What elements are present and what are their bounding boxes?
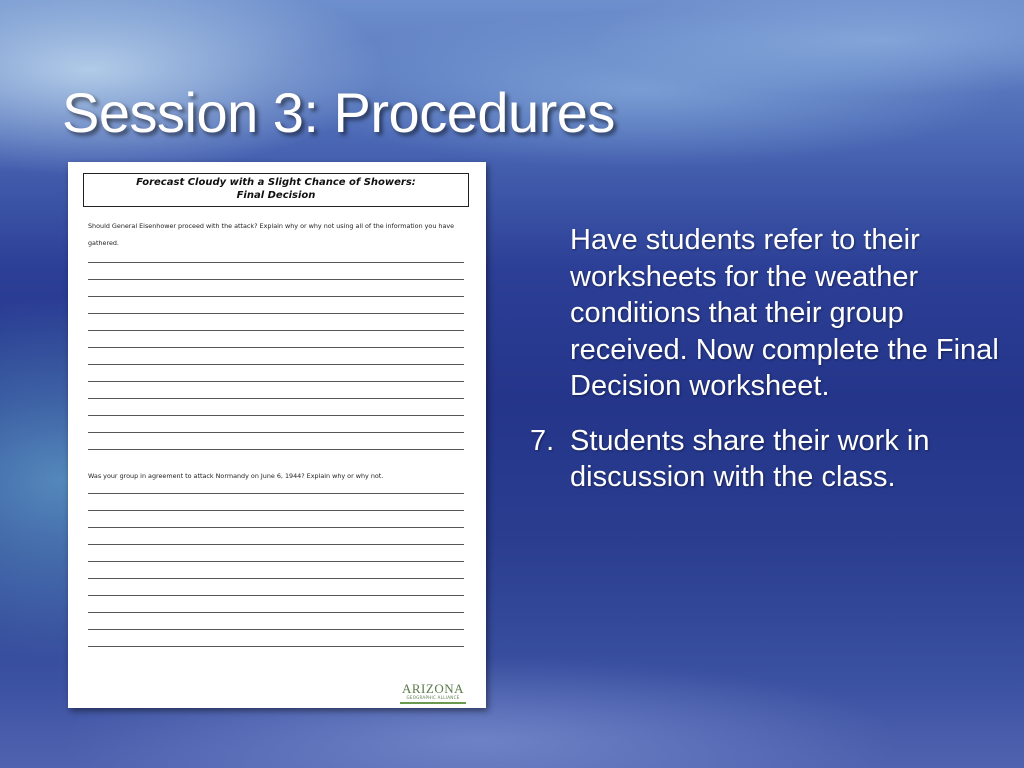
answer-line <box>88 595 464 596</box>
instruction-paragraph <box>530 222 1000 405</box>
answer-line <box>88 493 464 494</box>
answer-line <box>88 449 464 450</box>
worksheet-image <box>68 162 486 708</box>
answer-line <box>88 578 464 579</box>
answer-line <box>88 381 464 382</box>
answer-line <box>88 629 464 630</box>
answer-line <box>88 347 464 348</box>
arizona-geographic-alliance-logo <box>400 682 466 704</box>
list-number: 7. <box>530 424 555 457</box>
worksheet-answer-lines-1 <box>88 262 464 466</box>
worksheet-heading-line-1: Forecast Cloudy with a Slight Chance of Showers: <box>136 177 416 188</box>
worksheet-heading <box>83 173 469 207</box>
answer-line <box>88 415 464 416</box>
logo-wordmark: ARIZONA <box>402 681 464 696</box>
worksheet-heading-line-2: Final Decision <box>236 190 316 201</box>
slide-body <box>530 222 1000 514</box>
answer-line <box>88 646 464 647</box>
list-item-text: Students share their work in discussion with the class. <box>570 424 930 493</box>
answer-line <box>88 330 464 331</box>
instruction-text: Have students refer to their worksheets for the weather conditions that their group received. Now complete the Final Decision worksheet. <box>570 224 999 402</box>
slide-title: Session 3: Procedures <box>62 81 615 144</box>
answer-line <box>88 612 464 613</box>
logo-underline <box>400 702 466 704</box>
answer-line <box>88 561 464 562</box>
answer-line <box>88 364 464 365</box>
answer-line <box>88 279 464 280</box>
worksheet-question-2: Was your group in agreement to attack Normandy on June 6, 1944? Explain why or why not. <box>88 472 384 480</box>
answer-line <box>88 432 464 433</box>
list-item-7 <box>530 423 1000 496</box>
answer-line <box>88 527 464 528</box>
answer-line <box>88 510 464 511</box>
worksheet-answer-lines-2 <box>88 493 464 663</box>
answer-line <box>88 398 464 399</box>
answer-line <box>88 544 464 545</box>
answer-line <box>88 313 464 314</box>
logo-subtitle: GEOGRAPHIC ALLIANCE <box>406 695 460 700</box>
answer-line <box>88 296 464 297</box>
worksheet-question-1: Should General Eisenhower proceed with the attack? Explain why or why not using all of the information you have gathered. <box>88 222 455 247</box>
answer-line <box>88 262 464 263</box>
